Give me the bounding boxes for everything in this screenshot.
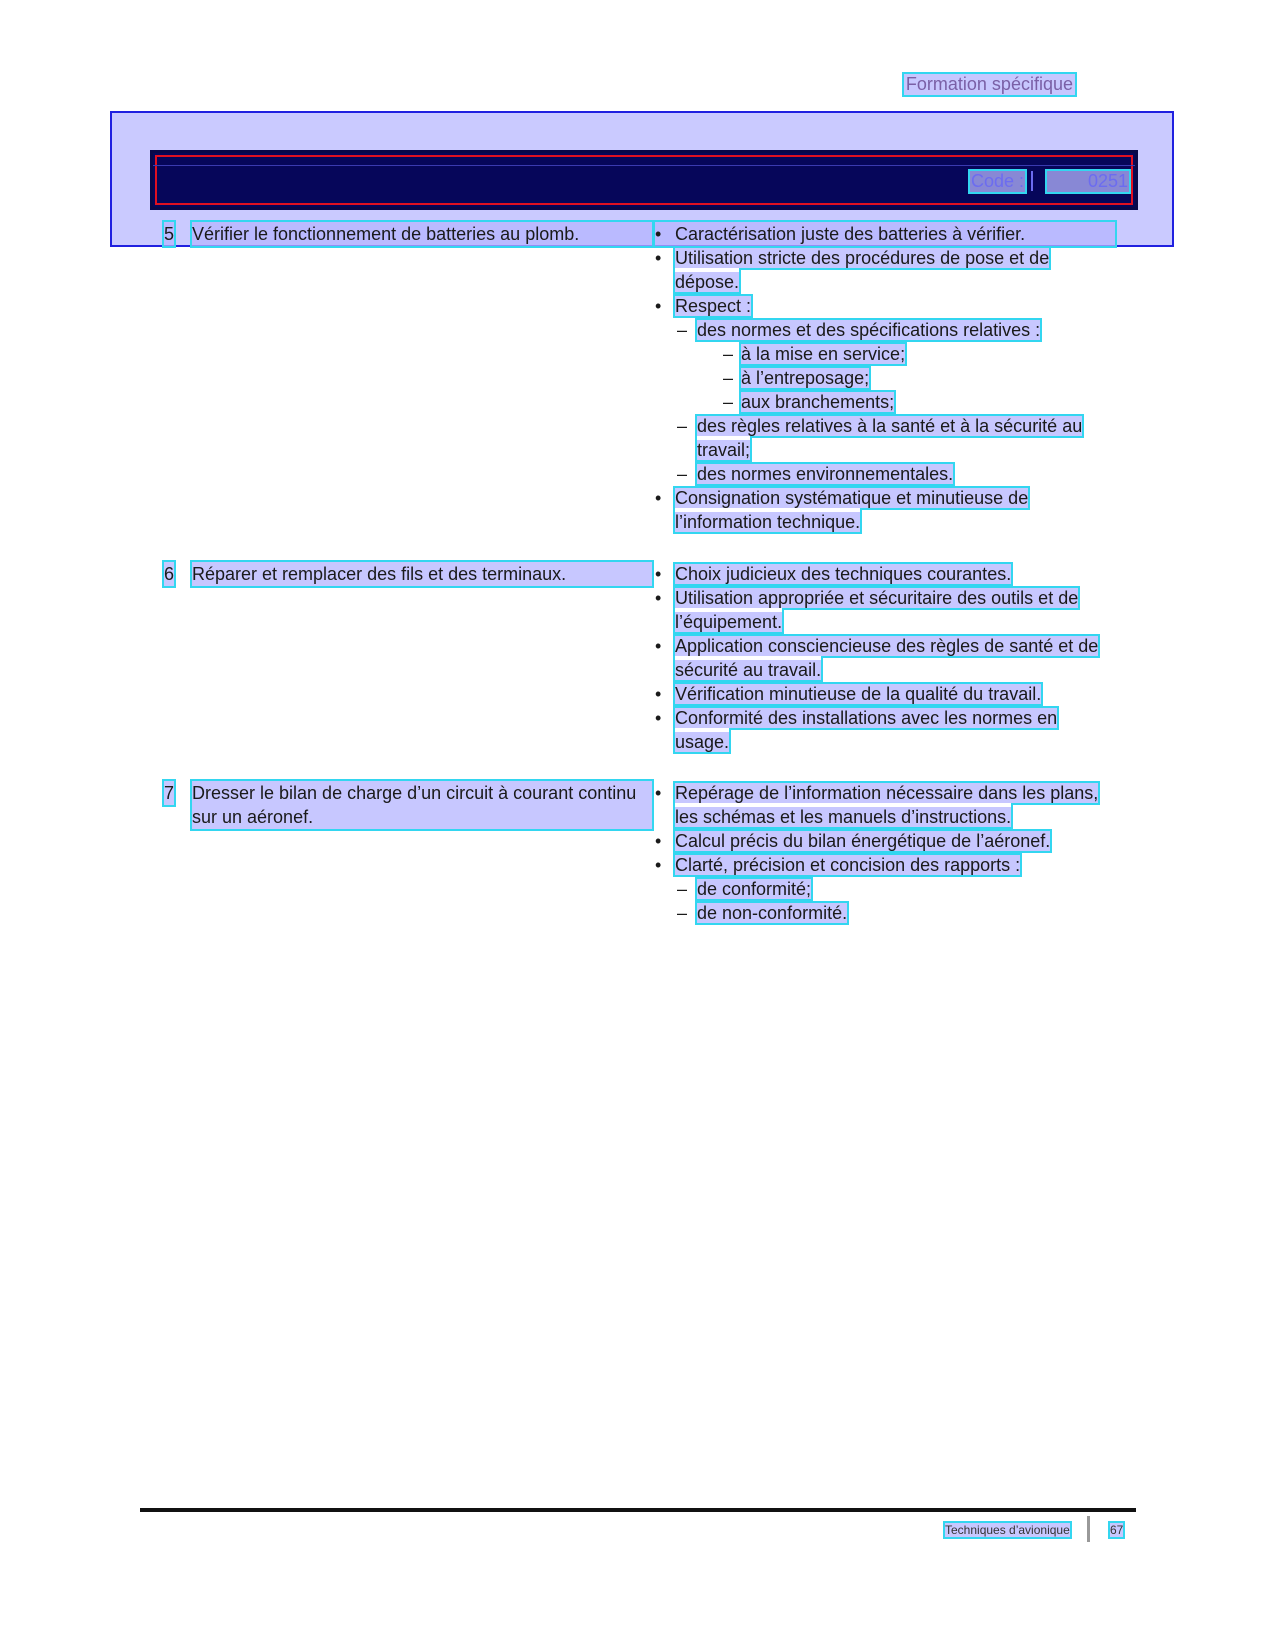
- dash-icon: –: [677, 416, 688, 436]
- section-title: Vérifier le fonctionnement de batteries au plomb.: [192, 222, 652, 246]
- bullet-icon: •: [655, 488, 662, 508]
- sub-item: [655, 318, 1115, 342]
- criterion-item: [655, 706, 1115, 754]
- bullet-icon: •: [655, 708, 662, 728]
- sub-sub-item: [655, 366, 1115, 390]
- criterion-text: Utilisation appropriée et sécuritaire des outils et de l’équipement.: [675, 588, 1079, 632]
- bullet-icon: •: [655, 831, 662, 851]
- criterion-text: Conformité des installations avec les normes en usage.: [675, 708, 1058, 752]
- criteria-cell: [655, 781, 1115, 925]
- criterion-item: [655, 634, 1115, 682]
- criterion-item: [655, 486, 1115, 534]
- sub-item: [655, 901, 1115, 925]
- bullet-icon: •: [655, 588, 662, 608]
- bullet-icon: •: [655, 783, 662, 803]
- criterion-item: [655, 246, 1115, 294]
- criterion-item: [655, 682, 1115, 706]
- footer-program: Techniques d’avionique: [945, 1523, 1070, 1537]
- criterion-text: Repérage de l’information nécessaire dans les plans, les schémas et les manuels d’instructions.: [675, 783, 1099, 827]
- dash-icon: –: [723, 344, 734, 364]
- bullet-icon: •: [655, 684, 662, 704]
- sub-item: [655, 414, 1115, 462]
- code-label: Code :: [970, 171, 1024, 191]
- criterion-text: Consignation systématique et minutieuse de l’information technique.: [675, 488, 1029, 532]
- criterion-item: [655, 829, 1115, 853]
- bullet-icon: •: [655, 855, 662, 875]
- bullet-icon: •: [655, 564, 662, 584]
- criterion-item: [655, 586, 1115, 634]
- sub-sub-item-text: à la mise en service;: [741, 344, 906, 364]
- bullet-icon: •: [655, 248, 662, 268]
- sub-item-text: des normes et des spécifications relatives :: [697, 320, 1041, 340]
- footer-page-number: 67: [1110, 1523, 1124, 1537]
- sub-item-text: de conformité;: [697, 879, 812, 899]
- criterion-text: Choix judicieux des techniques courantes.: [675, 564, 1012, 584]
- section-title: Réparer et remplacer des fils et des terminaux.: [192, 562, 652, 586]
- dash-icon: –: [723, 392, 734, 412]
- dash-icon: –: [723, 368, 734, 388]
- criterion-item: [655, 222, 1115, 246]
- sub-item-text: des normes environnementales.: [697, 464, 954, 484]
- code-bar: [150, 150, 1138, 210]
- criteria-cell: [655, 222, 1115, 534]
- section-number: 5: [164, 224, 175, 244]
- criterion-text: Utilisation stricte des procédures de pose et de dépose.: [675, 248, 1050, 292]
- dash-icon: –: [677, 464, 688, 484]
- bullet-icon: •: [655, 224, 662, 244]
- criterion-item: [655, 294, 1115, 318]
- criterion-item: [655, 853, 1115, 877]
- header-title: Formation spécifique: [905, 74, 1073, 94]
- sub-item-text: des règles relatives à la santé et à la sécurité au travail;: [697, 416, 1083, 460]
- sub-sub-item-text: aux branchements;: [741, 392, 895, 412]
- sub-sub-item: [655, 390, 1115, 414]
- section-number: 6: [164, 564, 175, 584]
- criterion-text: Respect :: [675, 296, 752, 316]
- footer-rule: [140, 1508, 1136, 1512]
- criteria-cell: [655, 562, 1115, 754]
- code-value: 0251: [1047, 171, 1129, 192]
- criterion-text: Application consciencieuse des règles de santé et de sécurité au travail.: [675, 636, 1099, 680]
- sub-sub-item-text: à l’entreposage;: [741, 368, 870, 388]
- bullet-icon: •: [655, 296, 662, 316]
- code-separator: [1031, 171, 1039, 191]
- section-number: 7: [164, 783, 175, 803]
- criterion-item: [655, 562, 1115, 586]
- sub-item: [655, 462, 1115, 486]
- criterion-item: [655, 781, 1115, 829]
- dash-icon: –: [677, 879, 688, 899]
- bullet-icon: •: [655, 636, 662, 656]
- criterion-text: Calcul précis du bilan énergétique de l’aéronef.: [675, 831, 1051, 851]
- dash-icon: –: [677, 903, 688, 923]
- sub-item: [655, 877, 1115, 901]
- criterion-text: Clarté, précision et concision des rapports :: [675, 855, 1021, 875]
- criterion-text: Caractérisation juste des batteries à vérifier.: [675, 224, 1026, 244]
- sub-item-text: de non-conformité.: [697, 903, 848, 923]
- dash-icon: –: [677, 320, 688, 340]
- section-title: Dresser le bilan de charge d’un circuit à courant continu sur un aéronef.: [192, 781, 652, 829]
- sub-sub-item: [655, 342, 1115, 366]
- footer-separator: [1087, 1516, 1090, 1542]
- code-bar-rule: [153, 165, 1135, 166]
- criterion-text: Vérification minutieuse de la qualité du travail.: [675, 684, 1042, 704]
